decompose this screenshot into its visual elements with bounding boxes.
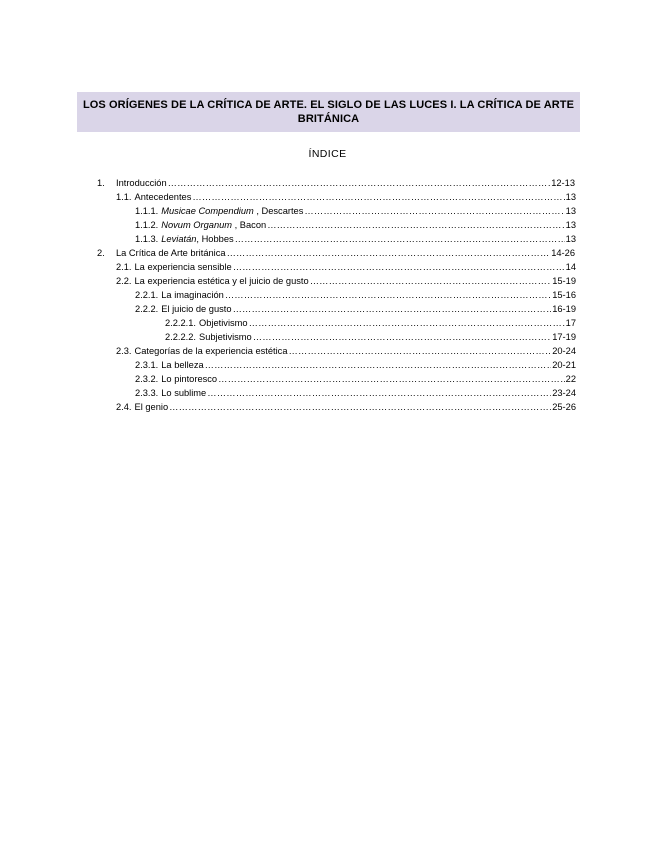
toc-entry-page: 15-16 bbox=[552, 290, 576, 300]
toc-dot-leader bbox=[267, 218, 564, 232]
toc-entry-label: Musicae Compendium , Descartes bbox=[161, 206, 304, 216]
toc-dot-leader bbox=[192, 190, 564, 204]
toc-entry-number: 1. bbox=[97, 178, 105, 188]
toc-dot-leader bbox=[235, 232, 565, 246]
toc-entry bbox=[116, 260, 576, 274]
toc-entry bbox=[135, 358, 576, 372]
toc-entry-label: El juicio de gusto bbox=[161, 304, 232, 314]
toc-dot-leader bbox=[310, 274, 552, 288]
toc-entry-number: 2.2. bbox=[116, 276, 132, 286]
document-title: LOS ORÍGENES DE LA CRÍTICA DE ARTE. EL SIGLO DE LAS LUCES I. LA CRÍTICA DE ARTE BRITÁNICA bbox=[82, 99, 575, 125]
toc-entry-number: 1.1. bbox=[116, 192, 132, 202]
toc-entry-label: Antecedentes bbox=[134, 192, 192, 202]
toc-dot-leader bbox=[253, 330, 551, 344]
toc-entry-label: Categorías de la experiencia estética bbox=[134, 346, 288, 356]
toc-entry bbox=[135, 372, 576, 386]
toc-entry-label: Introducción bbox=[116, 178, 167, 188]
toc-entry-label: La Crítica de Arte británica bbox=[116, 248, 226, 258]
toc-dot-leader bbox=[304, 204, 564, 218]
toc-entry-number: 2.2.2.2. bbox=[165, 332, 197, 342]
toc-dot-leader bbox=[205, 358, 552, 372]
toc-entry bbox=[97, 246, 575, 260]
toc-entry-page: 17 bbox=[565, 318, 576, 328]
toc-entry-number: 2. bbox=[97, 248, 105, 258]
toc-entry-page: 14-26 bbox=[551, 248, 575, 258]
toc-entry-page: 22 bbox=[565, 374, 576, 384]
toc-entry bbox=[135, 204, 576, 218]
toc-entry bbox=[135, 218, 576, 232]
toc-dot-leader bbox=[207, 386, 551, 400]
toc-entry-number: 1.1.3. bbox=[135, 234, 159, 244]
toc-entry-page: 20-24 bbox=[552, 346, 576, 356]
toc-entry-page: 12-13 bbox=[551, 178, 575, 188]
toc-entry-number: 2.3. bbox=[116, 346, 132, 356]
toc-dot-leader bbox=[169, 400, 551, 414]
toc-entry bbox=[135, 302, 576, 316]
toc-entry-label: La experiencia sensible bbox=[134, 262, 232, 272]
document-title-box bbox=[77, 92, 580, 132]
toc-entry-page: 13 bbox=[565, 192, 576, 202]
toc-entry-number: 2.4. bbox=[116, 402, 132, 412]
toc-entry-label: Novum Organum , Bacon bbox=[161, 220, 267, 230]
toc-entry bbox=[116, 274, 576, 288]
toc-entry-label: La belleza bbox=[161, 360, 204, 370]
toc-entry-page: 14 bbox=[565, 262, 576, 272]
toc-entry-label: La experiencia estética y el juicio de gusto bbox=[134, 276, 309, 286]
toc-dot-leader bbox=[289, 344, 552, 358]
toc-entry-page: 13 bbox=[565, 234, 576, 244]
toc-dot-leader bbox=[227, 246, 551, 260]
toc-dot-leader bbox=[225, 288, 551, 302]
toc-dot-leader bbox=[168, 176, 551, 190]
toc-entry-number: 1.1.2. bbox=[135, 220, 159, 230]
toc-entry bbox=[135, 232, 576, 246]
toc-entry-page: 25-26 bbox=[552, 402, 576, 412]
toc-entry bbox=[116, 400, 576, 414]
toc-entry-label: Leviatán, Hobbes bbox=[161, 234, 234, 244]
toc-entry-number: 2.3.2. bbox=[135, 374, 159, 384]
toc-dot-leader bbox=[233, 260, 565, 274]
toc-entry-number: 1.1.1. bbox=[135, 206, 159, 216]
toc-entry bbox=[165, 316, 576, 330]
toc-entry bbox=[116, 344, 576, 358]
toc-entry-number: 2.1. bbox=[116, 262, 132, 272]
toc-entry-page: 17-19 bbox=[552, 332, 576, 342]
toc-entry-label: El genio bbox=[134, 402, 169, 412]
toc-entry-page: 23-24 bbox=[552, 388, 576, 398]
toc-entry-page: 13 bbox=[565, 206, 576, 216]
toc-entry bbox=[135, 288, 576, 302]
toc-entry-label: Subjetivismo bbox=[199, 332, 252, 342]
toc-entry bbox=[97, 176, 575, 190]
toc-entry-number: 2.2.1. bbox=[135, 290, 159, 300]
toc-entry-label: Lo sublime bbox=[161, 388, 207, 398]
toc-dot-leader bbox=[249, 316, 565, 330]
toc-entry-number: 2.3.1. bbox=[135, 360, 159, 370]
toc-dot-leader bbox=[233, 302, 552, 316]
toc-entry-number: 2.3.3. bbox=[135, 388, 159, 398]
toc-entry-number: 2.2.2. bbox=[135, 304, 159, 314]
toc-entry-number: 2.2.2.1. bbox=[165, 318, 197, 328]
toc-entry-page: 20-21 bbox=[552, 360, 576, 370]
toc-entry-label: Objetivismo bbox=[199, 318, 248, 328]
toc-entry-page: 13 bbox=[565, 220, 576, 230]
index-heading: ÍNDICE bbox=[308, 148, 347, 160]
toc-entry bbox=[135, 386, 576, 400]
toc-entry-label: Lo pintoresco bbox=[161, 374, 218, 384]
toc-entry-page: 16-19 bbox=[552, 304, 576, 314]
toc-entry bbox=[116, 190, 576, 204]
toc-entry-label: La imaginación bbox=[161, 290, 224, 300]
toc-dot-leader bbox=[218, 372, 565, 386]
toc-entry-page: 15-19 bbox=[552, 276, 576, 286]
toc-entry bbox=[165, 330, 576, 344]
